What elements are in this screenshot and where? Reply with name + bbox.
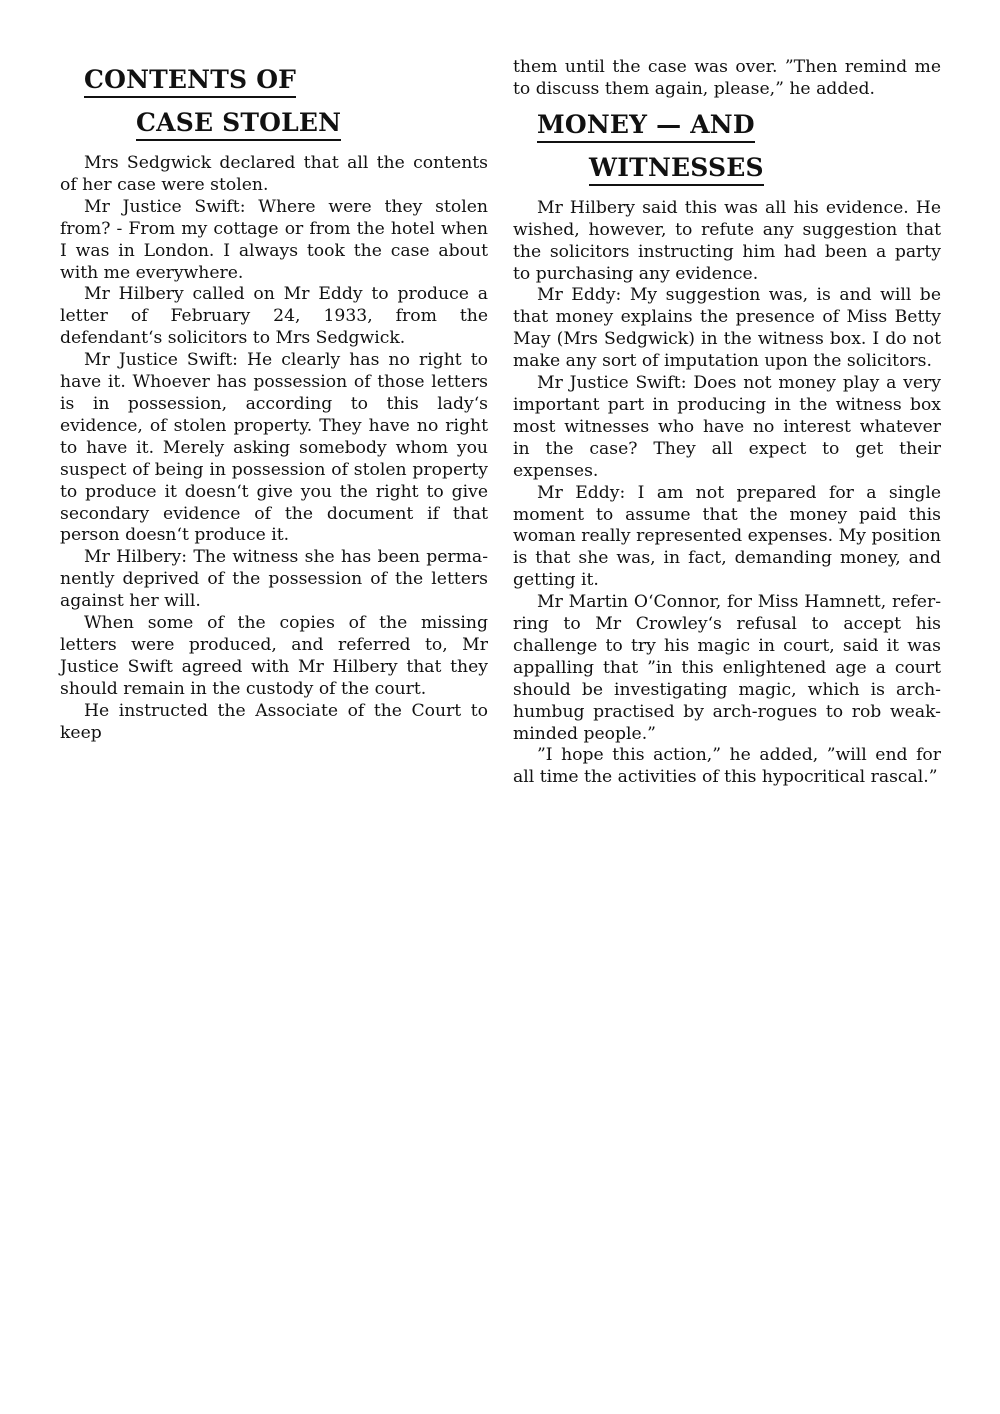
section-heading-contents-of-case-stolen bbox=[60, 65, 488, 141]
section-heading-money-and-witnesses bbox=[513, 110, 941, 186]
heading-line: WITNESSES bbox=[589, 153, 764, 186]
paragraph: Mr Hilbery said this was all his evidence. He wished, however, to refute any suggestion that the solicitors instructing him had been a party to purchasing any evidence. bbox=[513, 197, 941, 284]
paragraph: Mr Eddy: I am not prepared for a single moment to assume that the money paid this woman really represented expenses. My position is that she was, in fact, demanding money, and getting it. bbox=[513, 482, 941, 591]
paragraph: ”I hope this action,” he added, ”will end for all time the activities of this hypocritical rascal.” bbox=[513, 745, 941, 788]
paragraph: Mr Justice Swift: Where were they stolen from? - From my cottage or from the hotel when I was in London. I always took the case about with me everywhere. bbox=[60, 196, 488, 283]
paragraph: Mr Eddy: My suggestion was, is and will be that money explains the presence of Miss Betty May (Mrs Sedgwick) in the witness box. I do not make any sort of imputation upon the solicitors. bbox=[513, 285, 941, 372]
paragraph: Mr Martin O‘Connor, for Miss Hamnett, referring to Mr Crowley‘s refusal to accept his challenge to try his magic in court, said it was appalling that ”in this enlightened age a court should be investigating magic, which is arch-humbug practised by arch-rogues to rob weak-minded people.” bbox=[513, 592, 941, 744]
paragraph: He instructed the Associate of the Court to keep bbox=[60, 700, 488, 743]
paragraph: Mrs Sedgwick declared that all the contents of her case were stolen. bbox=[60, 153, 488, 195]
paragraph: Mr Hilbery: The witness she has been permanently deprived of the possession of the letters against her will. bbox=[60, 547, 488, 612]
paragraph: Mr Justice Swift: He clearly has no right to have it. Whoever has possession of those letters is in possession, according to this lady‘s evidence, of stolen property. They have no right to have it. Merely asking somebody whom you suspect of being in possession of stolen property to produce it doesn‘t give you the right to give secondary evidence of the document if that person doesn‘t produce it. bbox=[60, 350, 488, 546]
paragraph: Mr Hilbery called on Mr Eddy to produce a letter of February 24, 1933, from the defendant‘s solicitors to Mrs Sedgwick. bbox=[60, 284, 488, 349]
paragraph: When some of the copies of the missing letters were produced, and referred to, Mr Justice Swift agreed with Mr Hilbery that they should remain in the custody of the court. bbox=[60, 613, 488, 699]
heading-line: MONEY — AND bbox=[537, 110, 755, 143]
heading-line: CASE STOLEN bbox=[136, 108, 341, 141]
heading-line: CONTENTS OF bbox=[84, 65, 296, 98]
paragraph-continuation: them until the case was over. ”Then remind me to discuss them again, please,” he added. bbox=[513, 57, 941, 99]
left-column bbox=[60, 57, 488, 744]
paragraph: Mr Justice Swift: Does not money play a very important part in producing in the witness box most witnesses who have no interest whatever in the case? They all expect to get their expenses. bbox=[513, 373, 941, 481]
right-column bbox=[513, 57, 941, 789]
